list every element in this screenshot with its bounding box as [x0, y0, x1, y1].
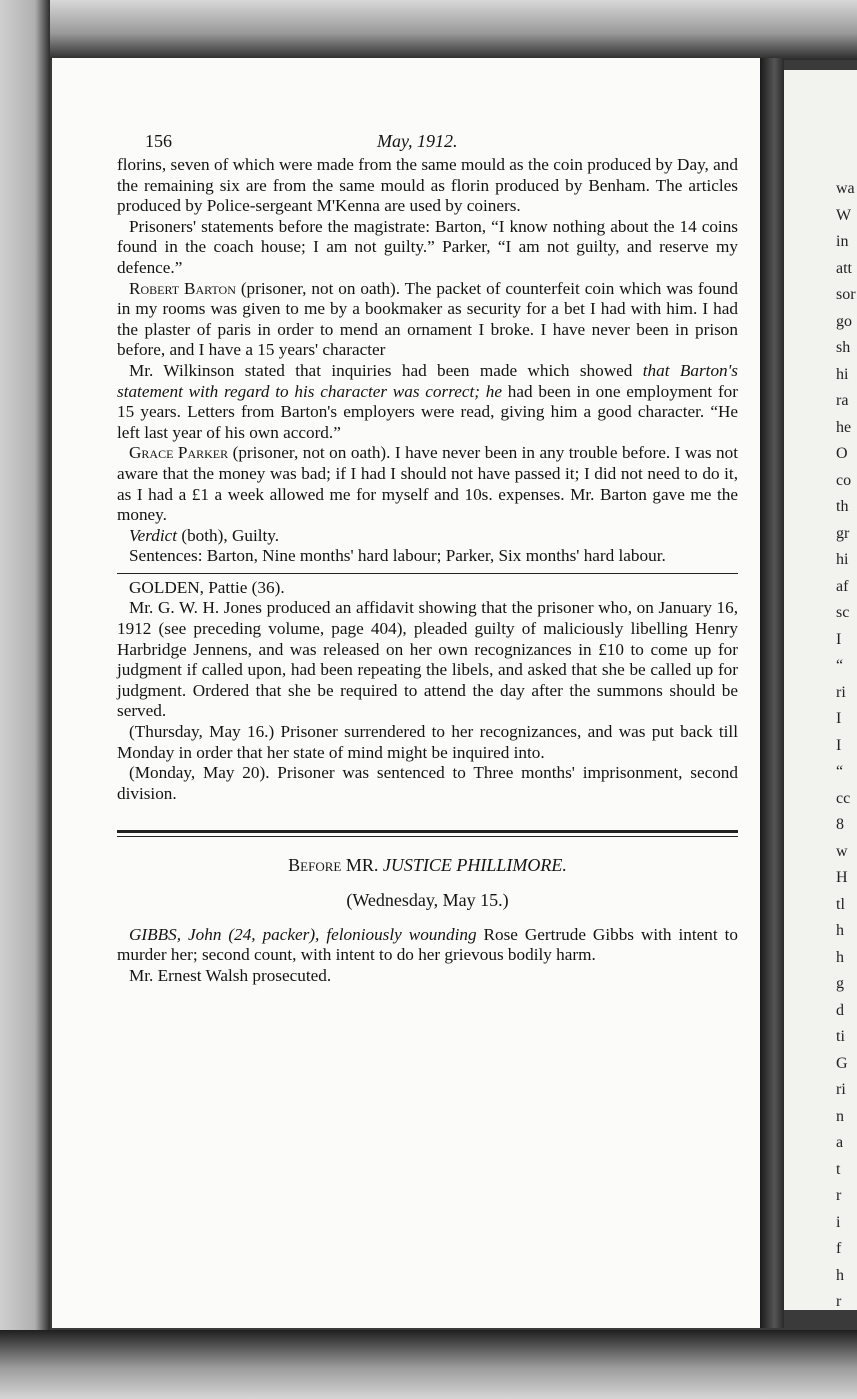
- next-page-fragment: I: [836, 630, 842, 648]
- verdict: Verdict (both), Guilty.: [129, 525, 280, 545]
- paragraph: (Thursday, May 16.) Prisoner surrendered to her recognizances, and was put back till Monday in order that her state of mind might be inquired into.: [117, 722, 738, 762]
- paragraph: Prisoners' statements before the magistrate: Barton, “I know nothing about the 14 coins found in the coach house; I am not guilty.” Parker, “I am not guilty, and reserve my defence.”: [117, 216, 738, 277]
- next-page-fragment: r: [836, 1293, 842, 1310]
- next-page-fragment: wa: [836, 180, 855, 197]
- section-heading: Before MR. JUSTICE PHILLIMORE.: [288, 855, 567, 876]
- book-gutter: [760, 58, 784, 1328]
- next-page-fragment: r: [836, 1187, 842, 1205]
- next-page-fragment: ri: [836, 1081, 846, 1099]
- next-page-fragment: n: [836, 1107, 844, 1125]
- page-text: [117, 125, 738, 986]
- paragraph: GIBBS, John (24, packer), feloniously wounding Rose Gertrude Gibbs with intent to murder her; second count, with intent to do her grievous bodily harm.: [117, 924, 738, 965]
- sentences: Sentences: Barton, Nine months' hard labour; Parker, Six months' hard labour.: [129, 546, 666, 566]
- next-page-fragment: af: [836, 577, 849, 595]
- next-page-fragment: th: [836, 498, 849, 516]
- session-date: (Wednesday, May 15.): [346, 890, 509, 910]
- speaker-name: Robert Barton: [129, 278, 236, 298]
- paragraph: florins, seven of which were made from the same mould as the coin produced by Day, and the remaining six are from the same mould as florin produced by Benham. The articles produced by Police-sergeant M'Kenna are used by coiners.: [117, 155, 738, 216]
- next-page-fragment: 8: [836, 816, 844, 834]
- next-page-fragment: “: [836, 657, 844, 675]
- next-page-fragment: ra: [836, 392, 849, 410]
- next-page-fragment: ri: [836, 683, 846, 701]
- next-page-fragment: h: [836, 948, 844, 966]
- next-page-fragment: he: [836, 418, 852, 436]
- next-page-fragment: h: [836, 922, 844, 940]
- paragraph: Grace Parker (prisoner, not on oath). I have never been in any trouble before. I was not aware that the money was bad; if I had I should not have passed it; I did not need to do it, as I had a £1 a week allowed me for myself and 10s. expenses. Mr. Barton gave me the money.: [117, 443, 738, 525]
- next-page-fragment: sh: [836, 339, 851, 357]
- page-header: [117, 125, 738, 155]
- page-number: 156: [145, 131, 172, 151]
- paragraph: (Monday, May 20). Prisoner was sentenced to Three months' imprisonment, second division.: [117, 763, 738, 803]
- next-page-fragment: co: [836, 471, 852, 489]
- next-page-fragment: I: [836, 710, 842, 728]
- paragraph: Mr. Wilkinson stated that inquiries had been made which showed that Barton's statement with regard to his character was correct; he had been in one employment for 15 years. Letters from Barton's employers were read, giving him a good character. “He left last year of his own accord.”: [117, 360, 738, 442]
- next-page-fragment: ti: [836, 1028, 845, 1046]
- speaker-name: Grace Parker: [129, 443, 229, 463]
- next-page-edge: [784, 70, 857, 1310]
- next-page-fragment: cc: [836, 789, 851, 807]
- next-page-fragment: W: [836, 206, 852, 224]
- next-page-fragment: tl: [836, 895, 845, 913]
- next-page-fragment: sc: [836, 604, 850, 622]
- paragraph: Robert Barton (prisoner, not on oath). The packet of counterfeit coin which was found in my rooms was given to me by a bookmaker as security for a bet I had with him. I had the plaster of paris in order to mend an ornament I broke. I have never been in prison before, and I have a 15 years' character: [117, 278, 738, 360]
- next-page-fragment: f: [836, 1240, 842, 1258]
- prosecutor-line: Mr. Ernest Walsh prosecuted.: [129, 965, 332, 985]
- next-page-fragment: d: [836, 1001, 844, 1019]
- next-page-fragment: h: [836, 1266, 844, 1284]
- next-page-fragment: O: [836, 445, 848, 463]
- next-page-fragment: g: [836, 975, 844, 993]
- next-page-fragment: G: [836, 1054, 848, 1072]
- next-page-fragment: gr: [836, 524, 850, 542]
- next-page-fragment: w: [836, 842, 848, 860]
- next-page-fragment: “: [836, 763, 844, 781]
- next-page-fragment: go: [836, 312, 852, 330]
- case-heading: GOLDEN, Pattie (36).: [129, 577, 285, 597]
- next-page-fragment: hi: [836, 365, 849, 383]
- next-page-fragment: hi: [836, 551, 849, 569]
- next-page-fragment: att: [836, 259, 852, 277]
- scan-bottom-edge: [0, 1330, 857, 1399]
- paragraph: Mr. G. W. H. Jones produced an affidavit showing that the prisoner who, on January 16, 1912 (see preceding volume, page 404), pleaded guilty of maliciously libelling Henry Harbridge Jennens, and was released on her own recognizances in £10 to come up for judgment if called upon, had been repeating the libels, and asked that she be called up for judgment. Ordered that she be required to attend the day after the summons should be served.: [117, 598, 738, 721]
- next-page-fragment: I: [836, 736, 842, 754]
- next-page-fragment: in: [836, 233, 849, 251]
- running-title: May, 1912.: [377, 131, 458, 151]
- next-page-fragment: sor: [836, 286, 856, 304]
- scan-top-edge: [0, 0, 857, 60]
- next-page-fragment: a: [836, 1134, 844, 1152]
- divider: [117, 573, 738, 574]
- next-page-fragment: i: [836, 1213, 841, 1231]
- next-page-fragment: H: [836, 869, 848, 887]
- section-divider: [117, 830, 738, 837]
- scan-left-edge: [0, 0, 50, 1399]
- next-page-fragment: t: [836, 1160, 841, 1178]
